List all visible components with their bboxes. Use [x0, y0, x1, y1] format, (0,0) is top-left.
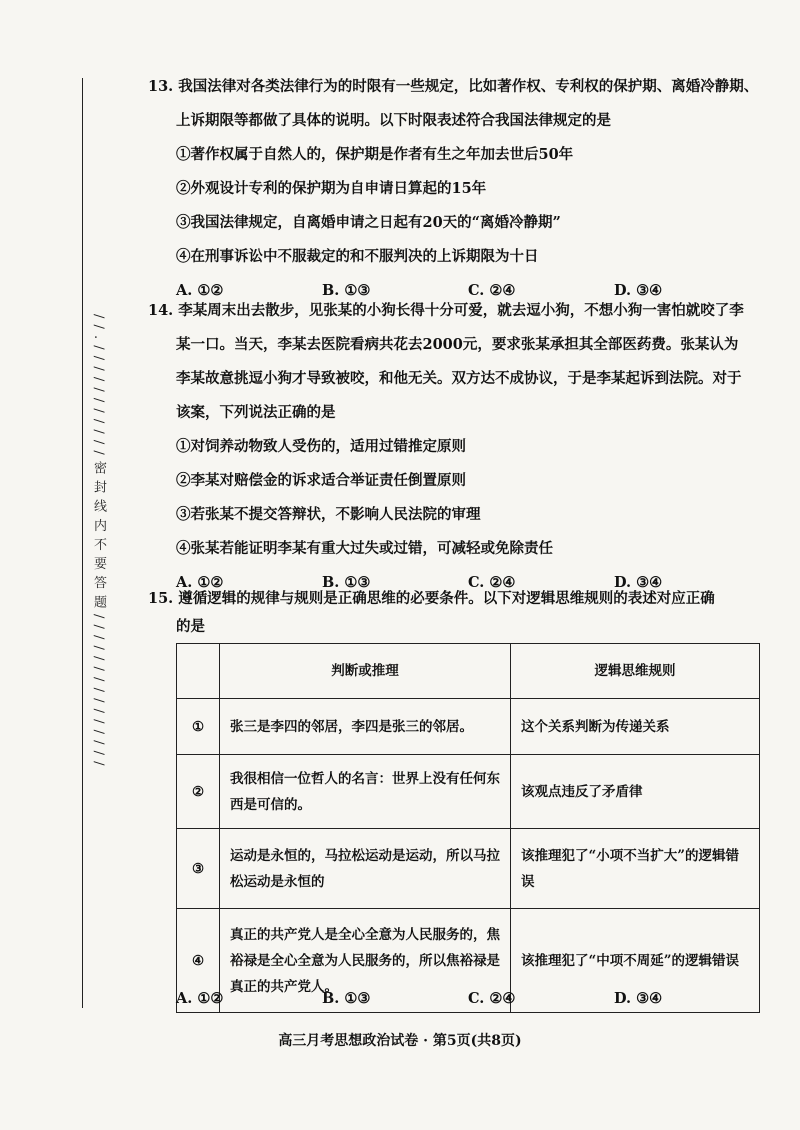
question-stem-line: 14. 李某周末出去散步，见张某的小狗长得十分可爱，就去逗小狗，不想小狗一害怕就咬了李	[148, 302, 744, 319]
question-stem-line: 的是	[176, 618, 205, 635]
question-stem-line: 上诉期限等都做了具体的说明。以下时限表述符合我国法律规定的是	[176, 112, 611, 129]
choice-a[interactable]: A. ①②	[176, 990, 224, 1007]
question-15	[148, 585, 760, 641]
choice-c[interactable]: C. ②④	[468, 574, 516, 591]
row-number: ②	[177, 755, 220, 829]
reasoning-cell: 我很相信一位哲人的名言：世界上没有任何东西是可信的。	[220, 755, 511, 829]
option-statement: ②李某对赔偿金的诉求适合举证责任倒置原则	[176, 472, 466, 489]
option-statement: ①对饲养动物致人受伤的，适用过错推定原则	[176, 438, 466, 455]
reasoning-cell: 真正的共产党人是全心全意为人民服务的，焦裕禄是全心全意为人民服务的，所以焦裕禄是真正的共产党人。	[220, 909, 511, 1013]
table-row	[177, 699, 760, 755]
question-stem-line: 13. 我国法律对各类法律行为的时限有一些规定，比如著作权、专利权的保护期、离婚冷静期、	[148, 78, 759, 95]
choice-b[interactable]: B. ①③	[322, 282, 371, 299]
binding-line	[82, 78, 83, 1008]
rule-cell: 该观点违反了矛盾律	[511, 755, 760, 829]
reasoning-cell: 运动是永恒的，马拉松运动是运动，所以马拉松运动是永恒的	[220, 829, 511, 909]
choice-b[interactable]: B. ①③	[322, 574, 371, 591]
seal-line-notice: / / . / / / / / / / / / / / 密 封 线 内 不 要 答 题 / / / / / / / / / / / / / / /	[91, 313, 106, 767]
choice-c[interactable]: C. ②④	[468, 990, 516, 1007]
option-statement: ②外观设计专利的保护期为自申请日算起的15年	[176, 180, 487, 197]
table-header-cell: 判断或推理	[220, 644, 511, 699]
rule-cell: 该推理犯了“中项不周延”的逻辑错误	[511, 909, 760, 1013]
answer-choices	[148, 982, 760, 1016]
question-stem-line: 该案，下列说法正确的是	[176, 404, 336, 421]
rule-cell: 这个关系判断为传递关系	[511, 699, 760, 755]
choice-a[interactable]: A. ①②	[176, 282, 224, 299]
option-statement: ①著作权属于自然人的，保护期是作者有生之年加去世后50年	[176, 146, 574, 163]
choice-a[interactable]: A. ①②	[176, 574, 224, 591]
table-header-cell: 逻辑思维规则	[511, 644, 760, 699]
table-header-cell	[177, 644, 220, 699]
question-stem-line: 15. 遵循逻辑的规律与规则是正确思维的必要条件。以下对逻辑思维规则的表述对应正确	[148, 590, 715, 607]
table-header-row	[177, 644, 760, 699]
option-statement: ③我国法律规定，自离婚申请之日起有20天的“离婚冷静期”	[176, 214, 561, 231]
question-15-choices	[148, 982, 760, 1016]
question-14	[148, 294, 760, 600]
choice-b[interactable]: B. ①③	[322, 990, 371, 1007]
table-row	[177, 829, 760, 909]
row-number: ④	[177, 909, 220, 1013]
question-13	[148, 70, 760, 308]
choice-d[interactable]: D. ③④	[614, 282, 663, 299]
choice-d[interactable]: D. ③④	[614, 990, 663, 1007]
table-row	[177, 755, 760, 829]
rule-cell: 该推理犯了“小项不当扩大”的逻辑错误	[511, 829, 760, 909]
row-number: ③	[177, 829, 220, 909]
row-number: ①	[177, 699, 220, 755]
question-stem-line: 李某故意挑逗小狗才导致被咬，和他无关。双方达不成协议，于是李某起诉到法院。对于	[176, 370, 742, 387]
logic-rules-table	[176, 643, 760, 1013]
option-statement: ④张某若能证明李某有重大过失或过错，可减轻或免除责任	[176, 540, 553, 557]
question-stem-line: 某一口。当天，李某去医院看病共花去2000元，要求张某承担其全部医药费。张某认为	[176, 336, 739, 353]
page-footer: 高三月考思想政治试卷 · 第5页(共8页)	[278, 1033, 522, 1049]
reasoning-cell: 张三是李四的邻居，李四是张三的邻居。	[220, 699, 511, 755]
choice-c[interactable]: C. ②④	[468, 282, 516, 299]
choice-d[interactable]: D. ③④	[614, 574, 663, 591]
option-statement: ③若张某不提交答辩状，不影响人民法院的审理	[176, 506, 481, 523]
option-statement: ④在刑事诉讼中不服裁定的和不服判决的上诉期限为十日	[176, 248, 539, 265]
